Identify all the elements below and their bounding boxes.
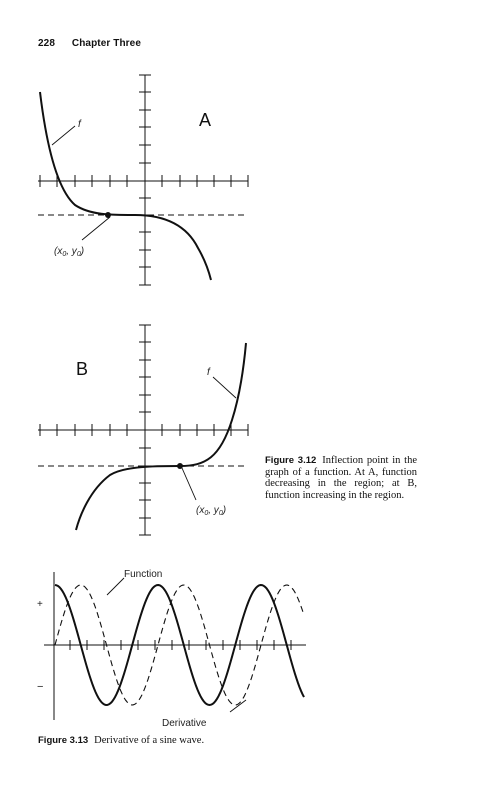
figure-3-12-caption [265, 455, 417, 501]
chapter-title: Chapter Three [71, 38, 141, 49]
figure-3-12-text: Inflection point in the graph of a function. At A, function decreasing in the region; at B, function increasing in the region. [265, 455, 417, 501]
figure-b-curve [76, 343, 246, 530]
figure-b-point-leader [182, 468, 196, 500]
figure-3-13-minus-label: − [37, 681, 44, 693]
figure-3-12-label: Figure 3.12 [265, 455, 317, 466]
figure-b-inflection-point [177, 463, 183, 469]
figure-a-point-leader [82, 217, 110, 240]
figure-a-curve-label: f [78, 119, 81, 130]
figure-a-inflection-point [105, 212, 111, 218]
figure-3-13-function-label: Function [124, 569, 163, 580]
figure-a-label-leader [52, 126, 75, 145]
figure-b [38, 325, 248, 535]
figure-3-13-plus-label: + [37, 599, 43, 610]
figure-b-curve-label: f [207, 367, 210, 378]
figure-b-letter: B [76, 359, 89, 379]
figure-b-point-label: ($x_0$, $y_0$) [196, 505, 227, 517]
figure-3-13-text: Derivative of a sine wave. [94, 735, 205, 746]
figure-a-letter: A [199, 110, 212, 130]
figure-3-13-function-leader [107, 578, 124, 595]
figure-a-point-label: ($x_0$, $y_0$) [54, 246, 85, 258]
figure-b-label-leader [213, 377, 236, 398]
figure-3-13-caption [38, 735, 338, 747]
page-number: 228 [38, 38, 55, 49]
figure-3-13 [44, 572, 306, 720]
figure-3-13-derivative-leader [230, 700, 246, 712]
figure-3-13-label: Figure 3.13 [38, 735, 89, 746]
figure-3-13-derivative-label: Derivative [162, 718, 207, 729]
